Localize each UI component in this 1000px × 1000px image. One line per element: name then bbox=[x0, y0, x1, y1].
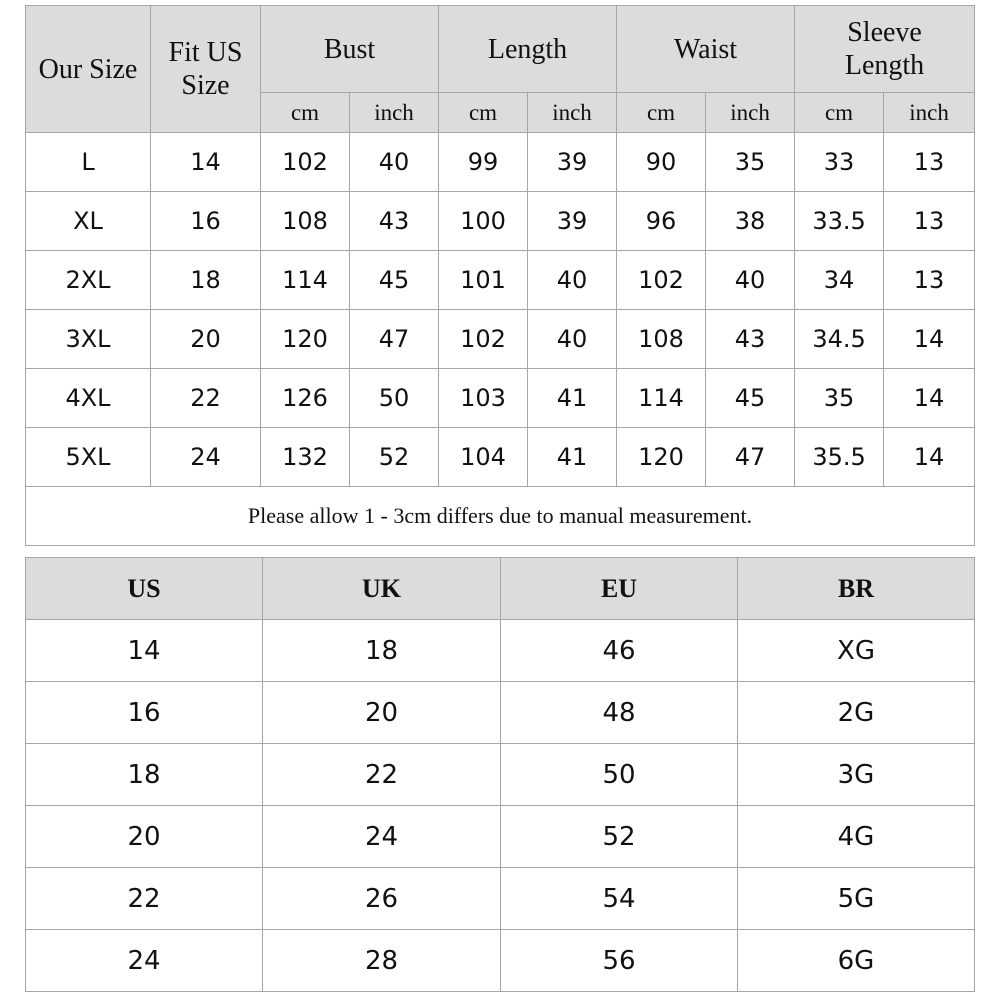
table-row bbox=[26, 251, 975, 310]
table-cell: 14 bbox=[884, 369, 975, 428]
table-cell: 35.5 bbox=[795, 428, 884, 487]
table-cell: 39 bbox=[528, 192, 617, 251]
table-cell: 101 bbox=[439, 251, 528, 310]
table-cell: 102 bbox=[617, 251, 706, 310]
table-cell: 120 bbox=[617, 428, 706, 487]
table-cell: 22 bbox=[263, 744, 501, 806]
table-cell: 5G bbox=[738, 868, 975, 930]
unit-label: cm bbox=[617, 93, 706, 133]
table-cell: 4G bbox=[738, 806, 975, 868]
size-chart-note-row bbox=[26, 487, 975, 546]
table-cell: 24 bbox=[26, 930, 263, 992]
header-waist: Waist bbox=[617, 6, 795, 93]
size-chart-table bbox=[25, 5, 975, 546]
table-row bbox=[26, 744, 975, 806]
header-us: US bbox=[26, 558, 263, 620]
table-cell: 2G bbox=[738, 682, 975, 744]
table-cell: 2XL bbox=[26, 251, 151, 310]
table-row bbox=[26, 806, 975, 868]
table-cell: 16 bbox=[26, 682, 263, 744]
unit-label: inch bbox=[528, 93, 617, 133]
size-conversion-table bbox=[25, 557, 975, 992]
table-cell: 114 bbox=[617, 369, 706, 428]
table-cell: 41 bbox=[528, 369, 617, 428]
table-cell: 28 bbox=[263, 930, 501, 992]
table-row bbox=[26, 310, 975, 369]
table-row bbox=[26, 192, 975, 251]
table-cell: 102 bbox=[439, 310, 528, 369]
unit-label: inch bbox=[350, 93, 439, 133]
table-cell: 102 bbox=[261, 133, 350, 192]
table-cell: 5XL bbox=[26, 428, 151, 487]
header-our-size: Our Size bbox=[26, 6, 151, 133]
table-cell: 13 bbox=[884, 192, 975, 251]
table-cell: 90 bbox=[617, 133, 706, 192]
table-cell: 108 bbox=[617, 310, 706, 369]
measurement-note: Please allow 1 - 3cm differs due to manual measurement. bbox=[26, 487, 975, 546]
table-cell: 35 bbox=[795, 369, 884, 428]
table-cell: 54 bbox=[501, 868, 738, 930]
table-cell: 40 bbox=[528, 310, 617, 369]
header-eu: EU bbox=[501, 558, 738, 620]
table-cell: 50 bbox=[501, 744, 738, 806]
table-cell: 3XL bbox=[26, 310, 151, 369]
table-cell: 132 bbox=[261, 428, 350, 487]
size-chart-body bbox=[26, 133, 975, 487]
table-cell: 47 bbox=[706, 428, 795, 487]
table-cell: 24 bbox=[263, 806, 501, 868]
table-cell: 13 bbox=[884, 133, 975, 192]
table-cell: 43 bbox=[706, 310, 795, 369]
table-cell: 18 bbox=[151, 251, 261, 310]
table-cell: 35 bbox=[706, 133, 795, 192]
table-cell: L bbox=[26, 133, 151, 192]
table-row bbox=[26, 620, 975, 682]
table-cell: 20 bbox=[151, 310, 261, 369]
table-cell: 3G bbox=[738, 744, 975, 806]
table-cell: XL bbox=[26, 192, 151, 251]
conversion-chart-body bbox=[26, 620, 975, 992]
table-cell: 108 bbox=[261, 192, 350, 251]
table-cell: 14 bbox=[884, 310, 975, 369]
header-length: Length bbox=[439, 6, 617, 93]
table-cell: 24 bbox=[151, 428, 261, 487]
header-bust: Bust bbox=[261, 6, 439, 93]
table-cell: 52 bbox=[501, 806, 738, 868]
table-cell: 45 bbox=[350, 251, 439, 310]
table-cell: 22 bbox=[26, 868, 263, 930]
table-cell: 46 bbox=[501, 620, 738, 682]
table-cell: 18 bbox=[263, 620, 501, 682]
table-cell: 43 bbox=[350, 192, 439, 251]
header-br: BR bbox=[738, 558, 975, 620]
header-uk: UK bbox=[263, 558, 501, 620]
table-row bbox=[26, 428, 975, 487]
table-cell: 20 bbox=[26, 806, 263, 868]
table-cell: 96 bbox=[617, 192, 706, 251]
table-cell: 20 bbox=[263, 682, 501, 744]
unit-label: inch bbox=[706, 93, 795, 133]
table-cell: 18 bbox=[26, 744, 263, 806]
table-cell: 16 bbox=[151, 192, 261, 251]
table-cell: 99 bbox=[439, 133, 528, 192]
table-cell: 26 bbox=[263, 868, 501, 930]
table-cell: 45 bbox=[706, 369, 795, 428]
table-cell: 126 bbox=[261, 369, 350, 428]
table-cell: 40 bbox=[706, 251, 795, 310]
table-cell: 6G bbox=[738, 930, 975, 992]
table-cell: 38 bbox=[706, 192, 795, 251]
table-cell: 120 bbox=[261, 310, 350, 369]
unit-label: inch bbox=[884, 93, 975, 133]
table-cell: 4XL bbox=[26, 369, 151, 428]
table-row bbox=[26, 868, 975, 930]
table-cell: 47 bbox=[350, 310, 439, 369]
table-cell: 14 bbox=[26, 620, 263, 682]
table-cell: 14 bbox=[884, 428, 975, 487]
table-cell: 14 bbox=[151, 133, 261, 192]
unit-label: cm bbox=[795, 93, 884, 133]
table-cell: 34.5 bbox=[795, 310, 884, 369]
table-cell: 52 bbox=[350, 428, 439, 487]
table-cell: XG bbox=[738, 620, 975, 682]
table-cell: 22 bbox=[151, 369, 261, 428]
unit-label: cm bbox=[261, 93, 350, 133]
table-cell: 114 bbox=[261, 251, 350, 310]
unit-label: cm bbox=[439, 93, 528, 133]
table-cell: 100 bbox=[439, 192, 528, 251]
table-cell: 40 bbox=[350, 133, 439, 192]
table-cell: 39 bbox=[528, 133, 617, 192]
table-cell: 41 bbox=[528, 428, 617, 487]
conversion-header-row bbox=[26, 558, 975, 620]
table-row bbox=[26, 930, 975, 992]
size-chart-header-row bbox=[26, 6, 975, 93]
table-cell: 104 bbox=[439, 428, 528, 487]
table-cell: 48 bbox=[501, 682, 738, 744]
table-cell: 33.5 bbox=[795, 192, 884, 251]
table-cell: 13 bbox=[884, 251, 975, 310]
header-fit-us-size: Fit US Size bbox=[151, 6, 261, 133]
table-cell: 56 bbox=[501, 930, 738, 992]
table-row bbox=[26, 369, 975, 428]
table-row bbox=[26, 682, 975, 744]
table-cell: 34 bbox=[795, 251, 884, 310]
table-cell: 103 bbox=[439, 369, 528, 428]
table-row bbox=[26, 133, 975, 192]
header-sleeve-length: Sleeve Length bbox=[795, 6, 975, 93]
table-cell: 50 bbox=[350, 369, 439, 428]
table-cell: 40 bbox=[528, 251, 617, 310]
table-cell: 33 bbox=[795, 133, 884, 192]
